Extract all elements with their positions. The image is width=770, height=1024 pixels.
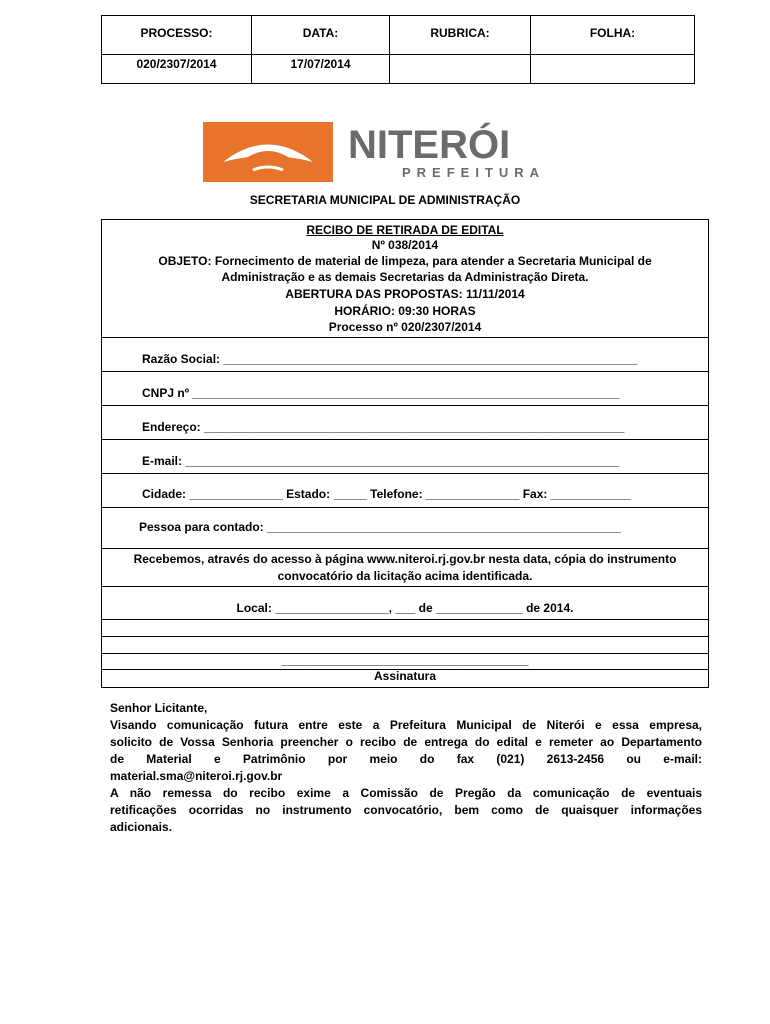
horario: HORÁRIO: 09:30 HORAS xyxy=(334,304,476,318)
processo-value: 020/2307/2014 xyxy=(102,55,252,84)
folha-label: FOLHA: xyxy=(531,16,695,55)
cnpj-field[interactable]: CNPJ nº ________________________________________________________________ xyxy=(142,386,620,400)
recibo-title: RECIBO DE RETIRADA DE EDITAL xyxy=(306,223,504,237)
p1-line3: de Material e Patrimônio por meio do fax (021) 2613-2456 ou e-mail: xyxy=(110,752,702,766)
recebemos-line1: Recebemos, através do acesso à página www.niteroi.rj.gov.br nesta data, cópia do instrumento xyxy=(133,552,677,566)
p1-line2: solicito de Vossa Senhoria preencher o recibo de entrega do edital e remeter ao Departamento xyxy=(110,735,702,749)
data-label: DATA: xyxy=(252,16,390,55)
p2-line1: A não remessa do recibo exime a Comissão de Pregão da comunicação de eventuais xyxy=(110,786,702,800)
processo-number: Processo nº 020/2307/2014 xyxy=(328,320,482,334)
pessoa-contato-field[interactable]: Pessoa para contado: _____________________________________________________ xyxy=(139,520,621,534)
recebemos-line2: convocatório da licitação acima identificada. xyxy=(277,569,533,583)
email-field[interactable]: E-mail: _________________________________________________________________ xyxy=(142,454,620,468)
p2-line2: retificações ocorridas no instrumento convocatório, bem como de quaisquer informações xyxy=(110,803,702,817)
abertura-propostas: ABERTURA DAS PROPOSTAS: 11/11/2014 xyxy=(285,287,525,301)
folha-value xyxy=(531,55,695,84)
processo-label: PROCESSO: xyxy=(102,16,252,55)
recibo-numero: Nº 038/2014 xyxy=(371,238,439,252)
assinatura-label: Assinatura xyxy=(373,669,437,683)
objeto-line2: Administração e as demais Secretarias da Administração Direta. xyxy=(221,270,589,284)
logo-sub: PREFEITURA xyxy=(402,165,546,180)
niteroi-logo xyxy=(203,122,613,182)
saudacao: Senhor Licitante, xyxy=(110,701,208,715)
p1-line4: material.sma@niteroi.rj.gov.br xyxy=(110,769,283,783)
niteroi-emblem-icon xyxy=(203,122,613,182)
secretaria-title: SECRETARIA MUNICIPAL DE ADMINISTRAÇÃO xyxy=(249,193,521,207)
cidade-estado-telefone-fax-field[interactable]: Cidade: ______________ Estado: _____ Telefone: ______________ Fax: ____________ xyxy=(142,487,631,501)
footer-text xyxy=(110,700,702,836)
p1-line1: Visando comunicação futura entre este a Prefeitura Municipal de Niterói e essa empresa, xyxy=(110,718,702,732)
razao-social-field[interactable]: Razão Social: ______________________________________________________________ xyxy=(142,352,638,366)
data-value: 17/07/2014 xyxy=(252,55,390,84)
rubrica-value xyxy=(390,55,531,84)
objeto-line1: OBJETO: Fornecimento de material de limpeza, para atender a Secretaria Municipal de xyxy=(158,254,652,268)
recibo-box xyxy=(101,219,709,688)
assinatura-line[interactable]: _____________________________________ xyxy=(281,653,529,667)
rubrica-label: RUBRICA: xyxy=(390,16,531,55)
logo-name: NITERÓI xyxy=(348,123,511,167)
p2-line3: adicionais. xyxy=(110,820,173,834)
local-data-field[interactable]: Local: _________________, ___ de _____________ de 2014. xyxy=(236,601,574,615)
header-table xyxy=(101,15,695,84)
endereco-field[interactable]: Endereço: _______________________________________________________________ xyxy=(142,420,625,434)
